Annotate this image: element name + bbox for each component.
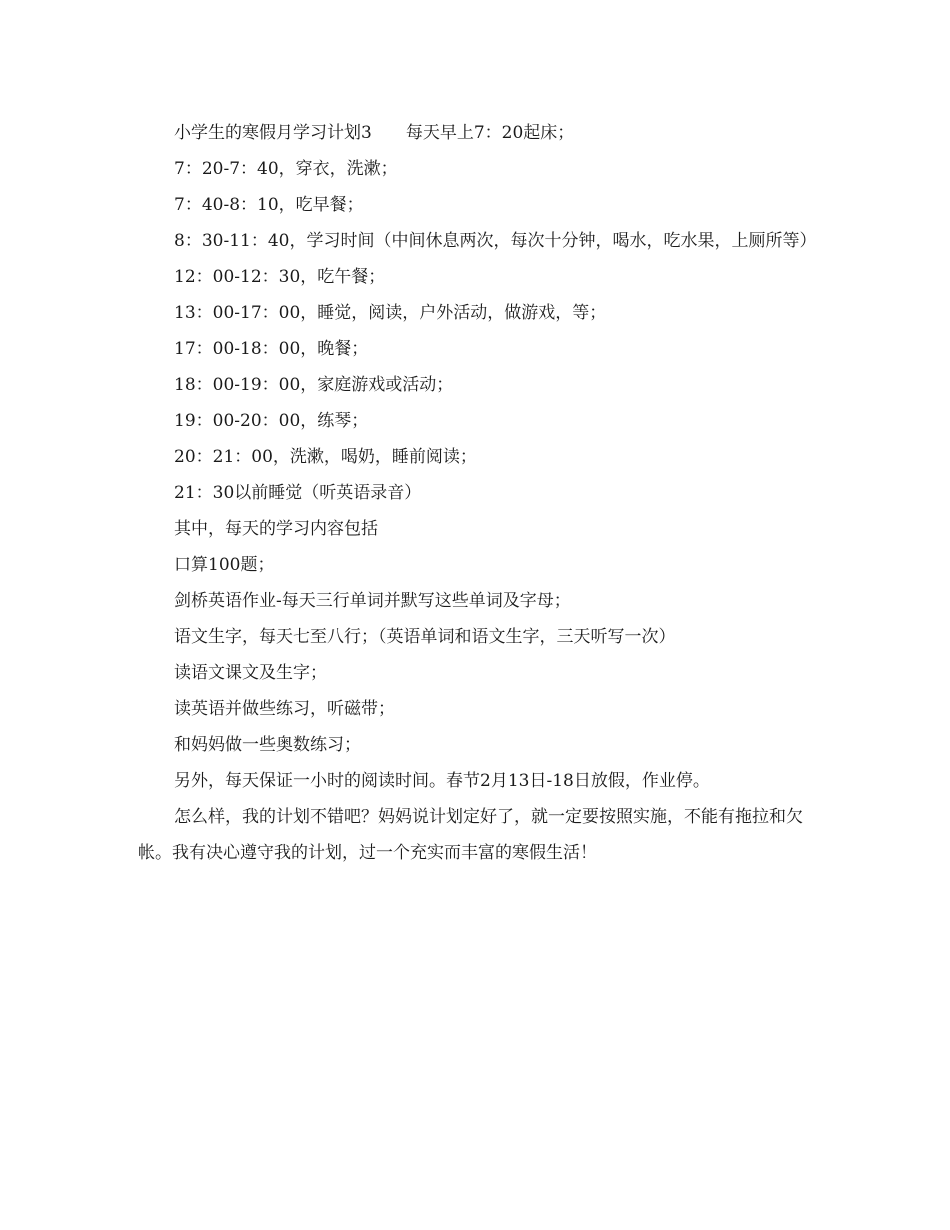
paragraph-reading-holiday: 另外，每天保证一小时的阅读时间。春节2月13日-18日放假，作业停。 — [174, 771, 710, 791]
paragraph-cambridge-english: 剑桥英语作业-每天三行单词并默写这些单词及字母； — [174, 591, 571, 611]
paragraph-study-time: 8：30-11：40，学习时间（中间休息两次，每次十分钟，喝水，吃水果，上厕所等） — [174, 231, 817, 251]
paragraph-dressing: 7：20-7：40，穿衣，洗漱； — [174, 159, 398, 179]
document-body — [138, 115, 817, 871]
paragraph-sleep: 21：30以前睡觉（听英语录音） — [174, 483, 422, 503]
paragraph-title-wakeup: 小学生的寒假月学习计划3 每天早上7：20起床； — [174, 123, 575, 143]
paragraph-study-content-intro: 其中，每天的学习内容包括 — [174, 519, 378, 539]
paragraph-english-practice: 读英语并做些练习，听磁带； — [174, 699, 395, 719]
paragraph-olympiad-math: 和妈妈做一些奥数练习； — [174, 735, 361, 755]
paragraph-chinese-characters: 语文生字，每天七至八行；（英语单词和语文生字，三天听写一次） — [174, 627, 676, 647]
paragraph-family-games: 18：00-19：00，家庭游戏或活动； — [174, 375, 454, 395]
paragraph-dinner: 17：00-18：00，晚餐； — [174, 339, 369, 359]
paragraph-mental-math: 口算100题； — [174, 555, 275, 575]
paragraph-piano: 19：00-20：00，练琴； — [174, 411, 369, 431]
paragraph-bedtime-routine: 20：21：00，洗漱，喝奶，睡前阅读； — [174, 447, 477, 467]
paragraph-afternoon: 13：00-17：00，睡觉，阅读，户外活动，做游戏，等； — [174, 303, 607, 323]
paragraph-lunch: 12：00-12：30，吃午餐； — [174, 267, 386, 287]
paragraph-conclusion: 怎么样，我的计划不错吧？妈妈说计划定好了，就一定要按照实施，不能有拖拉和欠帐。我有决心遵守我的计划，过一个充实而丰富的寒假生活！ — [138, 807, 803, 863]
paragraph-chinese-reading: 读语文课文及生字； — [174, 663, 327, 683]
paragraph-breakfast: 7：40-8：10，吃早餐； — [174, 195, 364, 215]
